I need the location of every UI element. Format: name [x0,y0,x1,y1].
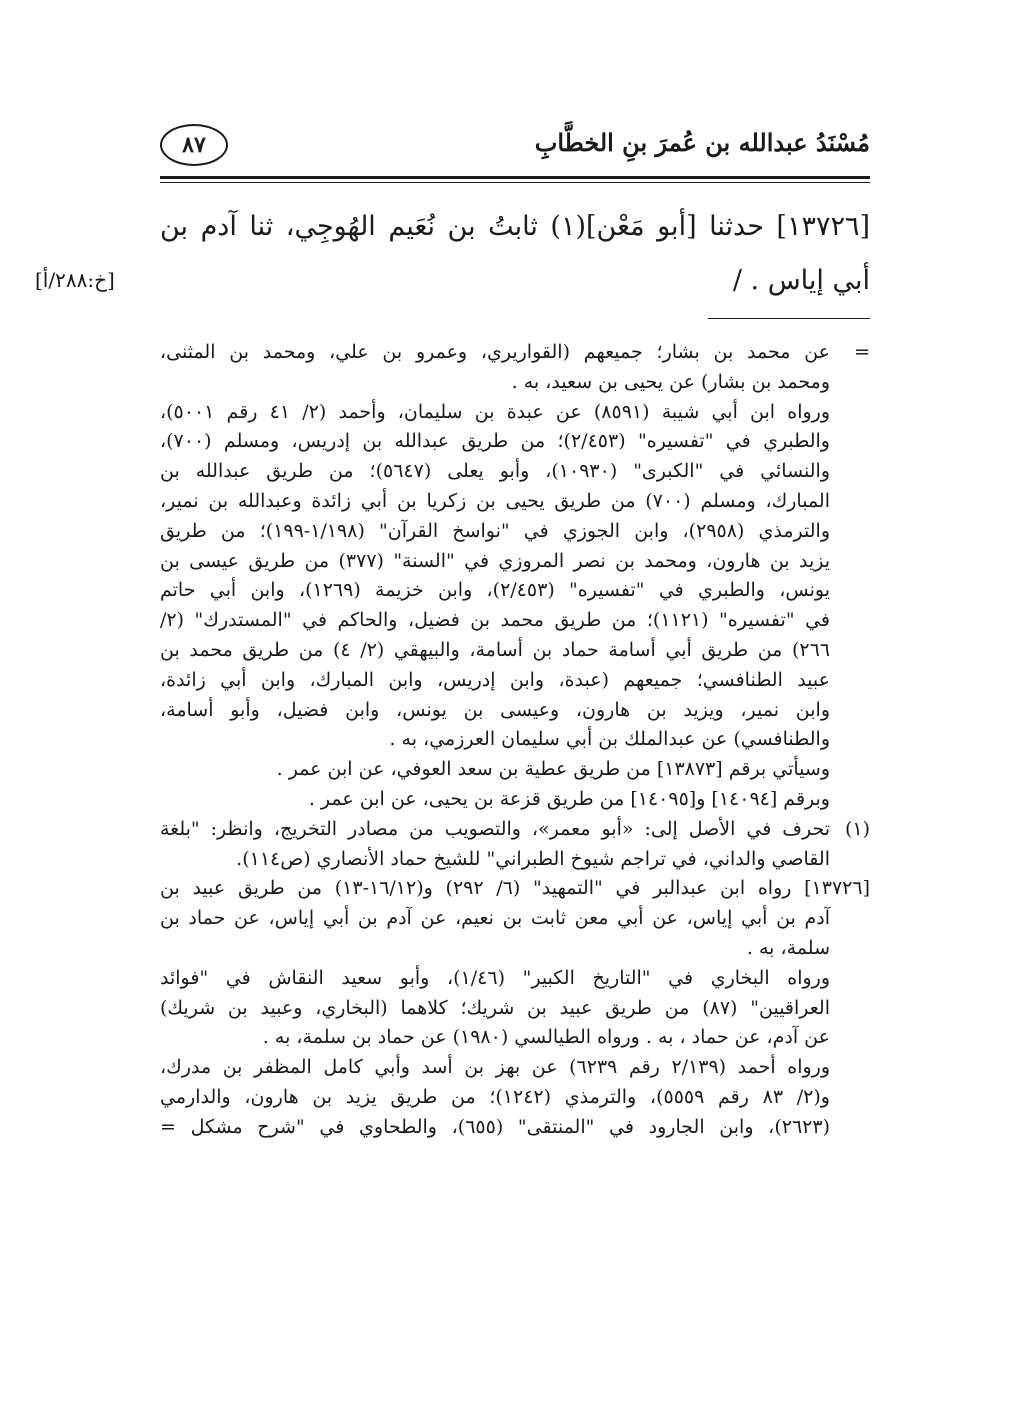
footnote-separator [708,318,870,319]
footnote-line: = عن محمد بن بشار؛ جميعهم (القواريري، وعمرو بن علي، ومحمد بن المثنى، [160,338,870,368]
footnote-line: عبيد الطنافسي؛ جميعهم (عبدة، وابن إدريس، وابن المبارك، وابن أبي زائدة، [160,668,830,691]
footnote-line: يونس، والطبري في "تفسيره" (٢/٤٥٣)، وابن خزيمة (١٢٦٩)، وابن أبي حاتم [160,579,830,602]
hadith-text [160,200,870,308]
book-title: مُسْنَدُ عبدالله بن عُمرَ بنِ الخطَّابِ [534,128,870,157]
footnote-line: في "تفسيره" (١١٢١)؛ من طريق محمد بن فضيل، والحاكم في "المستدرك" (٢/ [160,609,830,632]
footnote-line: ورواه البخاري في "التاريخ الكبير" (١/٤٦)، وأبو سعيد النقاش في "فوائد [160,966,830,989]
page-number: ٨٧ [182,132,206,158]
footnote-line: والطبري في "تفسيره" (٢/٤٥٣)؛ من طريق عبدالله بن إدريس، ومسلم (٧٠٠)، [160,430,830,453]
hadith-line-2: أبي إياس . / [732,265,870,296]
footnote-line: المبارك، ومسلم (٧٠٠) من طريق يحيى بن زكريا بن أبي زائدة وعبدالله بن نمير، [160,489,830,512]
footnote-line: وابن نمير، ويزيد بن هارون، وعيسى بن يونس، وابن فضيل، وأبو أسامة، [160,698,830,721]
header-rule-thick [160,176,870,179]
footnote-line: القاصي والداني، في تراجم شيوخ الطبراني" للشيخ حماد الأنصاري (ص١١٤). [236,847,830,870]
header-rule-thin [160,182,870,183]
footnote-number: (١) [844,817,870,840]
footnote-line: (١) تحرف في الأصل إلى: «أبو معمر»، والتصويب من مصادر التخريج، وانظر: "بلغة [160,815,870,845]
footnote-line: ورواه ابن أبي شيبة (٨٥٩١) عن عبدة بن سليمان، وأحمد (٢/ ٤١ رقم ٥٠٠١)، [160,400,830,423]
hadith-line-1: [١٣٧٢٦] حدثنا [أبو مَعْن](١) ثابتُ بن نُعَيم الهُوجِي، ثنا آدم بن [160,211,871,242]
manuscript-reference: [خ:٢٨٨/أ] [35,268,115,292]
footnote-line: (٢٦٢٣)، وابن الجارود في "المنتقى" (٦٥٥)، والطحاوي في "شرح مشكل = [160,1115,830,1138]
footnote-line: والترمذي (٢٩٥٨)، وابن الجوزي في "نواسخ القرآن" (١/١٩٨-١٩٩)؛ من طريق [160,519,830,542]
footnote-line: ٢٦٦) من طريق أبي أسامة حماد بن أسامة، والبيهقي (٢/ ٤) من طريق محمد بن [160,638,830,661]
footnote-line: و(٢/ ٨٣ رقم ٥٥٥٩)، والترمذي (١٢٤٢)؛ من طريق يزيد بن هارون، والدارمي [160,1085,830,1108]
footnote-line: سلمة، به . [746,936,830,959]
footnote-line: عن آدم، عن حماد ، به . ورواه الطيالسي (١٩٨٠) عن حماد بن سلمة، به . [262,1026,830,1049]
footnote-line: والطنافسي) عن عبدالملك بن أبي سليمان العرزمي، به . [389,728,830,751]
footnote-line: ومحمد بن بشار) عن يحيى بن سعيد، به . [511,370,830,393]
footnote-line: [١٣٧٢٦] رواه ابن عبدالبر في "التمهيد" (٦/ ٢٩٢) و(١٦/١٢-١٣) من طريق عبيد بن [160,877,870,900]
footnote-line: وسيأتي برقم [١٣٨٧٣] من طريق عطية بن سعد العوفي، عن ابن عمر . [276,758,830,781]
continuation-mark: = [854,341,870,363]
page-number-badge [160,124,228,166]
footnote-line: آدم بن أبي إياس، عن أبي معن ثابت بن نعيم، عن آدم بن أبي إياس، عن حماد بن [160,907,830,930]
footnote-line: والنسائي في "الكبرى" (١٠٩٣٠)، وأبو يعلى (٥٦٤٧)؛ من طريق عبدالله بن [160,460,830,483]
footnote-line: يزيد بن هارون، ومحمد بن نصر المروزي في "السنة" (٣٧٧) من طريق عيسى بن [160,549,831,572]
page-header [160,122,870,174]
footnotes [160,338,870,1143]
footnote-line: العراقيين" (٨٧) من طريق عبيد بن شريك؛ كلاهما (البخاري، وعبيد بن شريك) [160,996,831,1019]
footnote-line: ورواه أحمد (٢/١٣٩ رقم ٦٢٣٩) عن بهز بن أسد وأبي كامل المظفر بن مدرك، [160,1056,830,1079]
footnote-line: وبرقم [١٤٠٩٤] و[١٤٠٩٥] من طريق قزعة بن يحيى، عن ابن عمر . [308,787,830,810]
